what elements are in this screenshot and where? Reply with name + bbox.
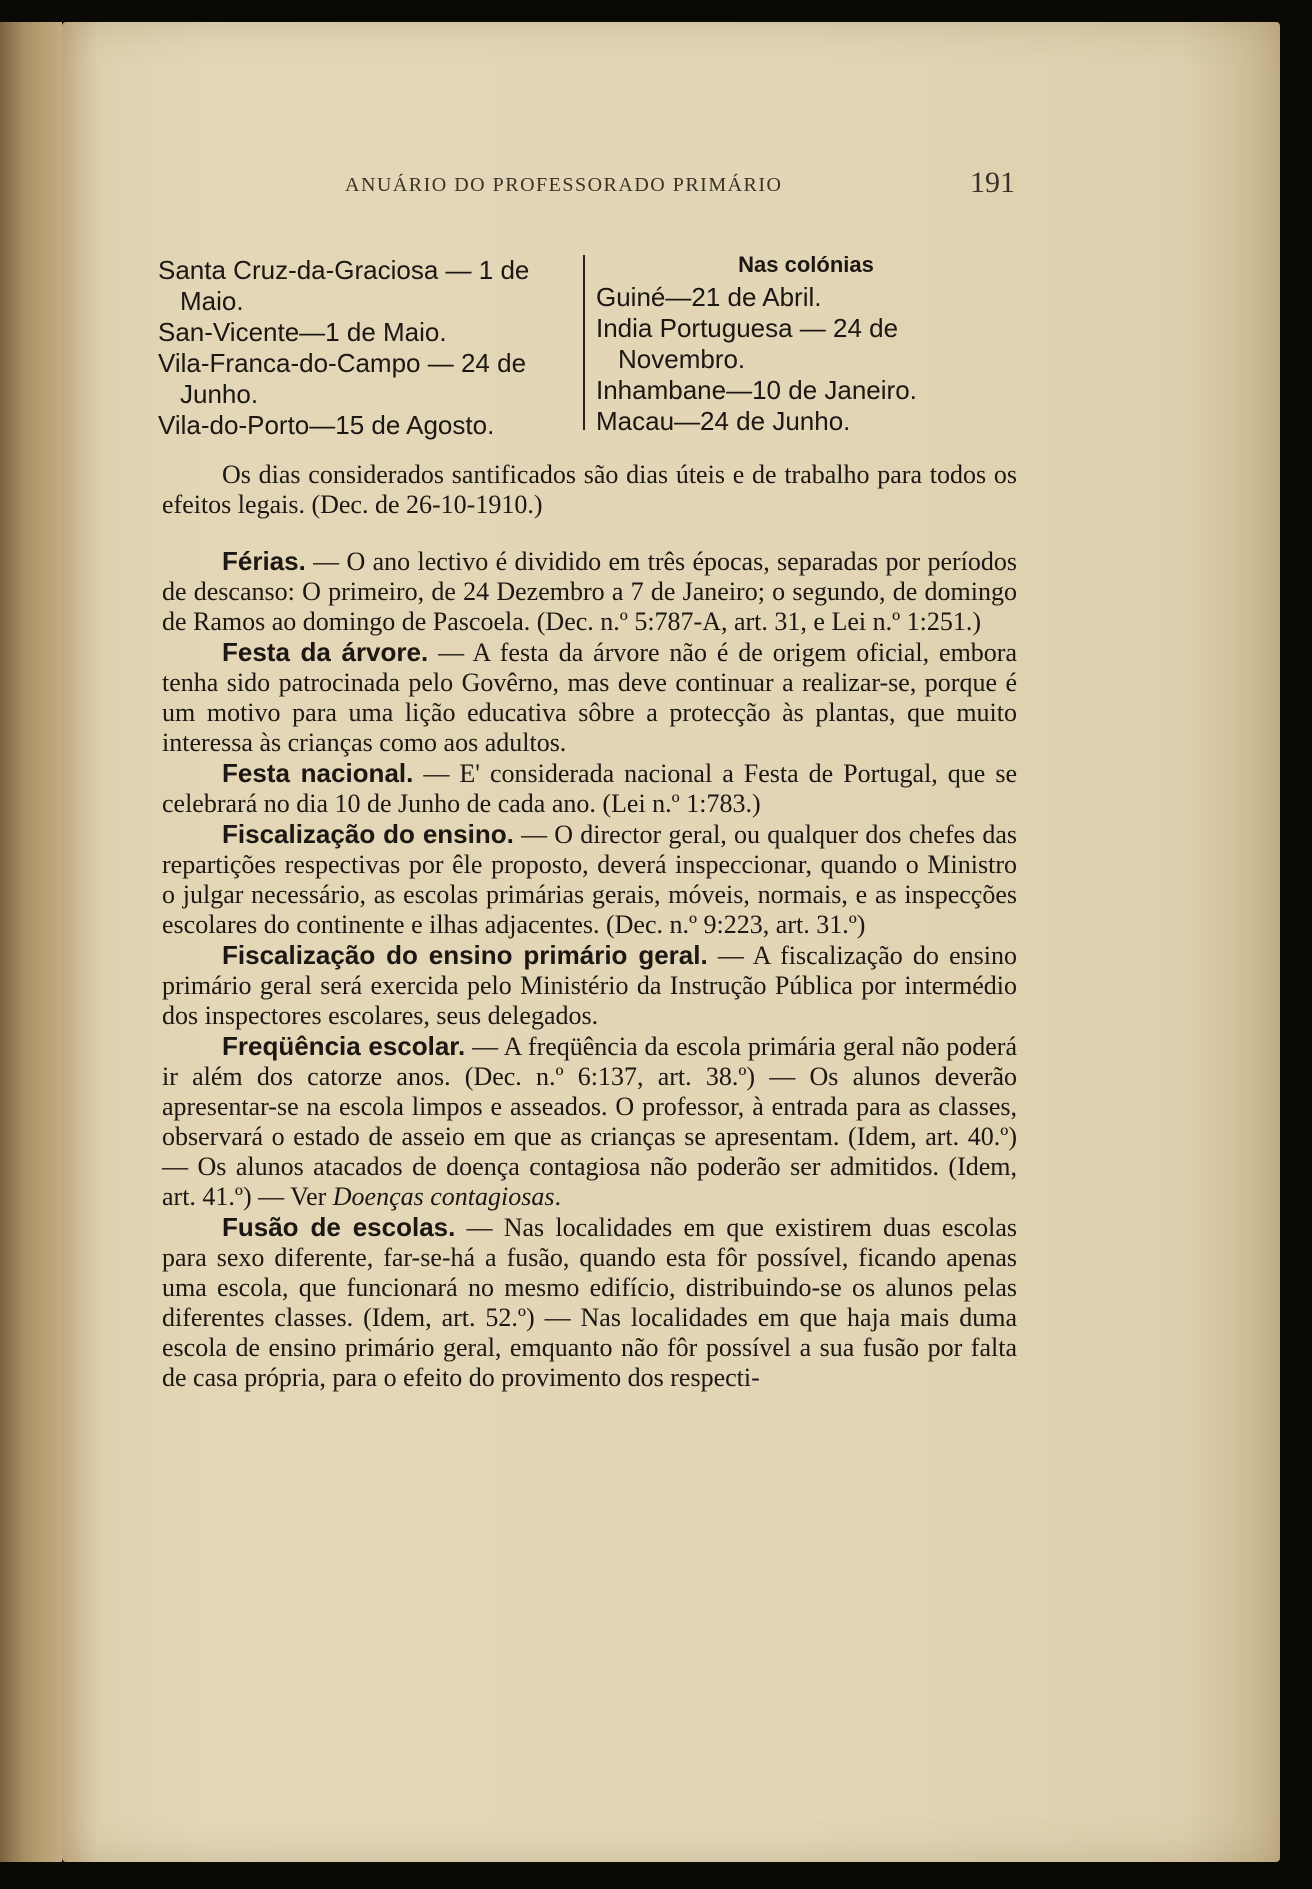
section-heading: Festa da árvore. bbox=[222, 637, 429, 667]
left-column bbox=[158, 255, 578, 441]
section-festa-arvore bbox=[162, 637, 1017, 758]
intro-paragraph: Os dias considerados santificados são dias úteis e de trabalho para todos os efeitos legais. (Dec. de 26-10-1910.) bbox=[162, 460, 1017, 519]
section-text: — Nas localidades em que existirem duas escolas para sexo diferente, far-se-há a fusão, quando esta fôr possível, ficando apenas uma escola, que funcionará no mesmo edifício, distribuindo-se os alunos pelas diferentes classes. (Idem, art. 52.º) — Nas localidades em que haja mais duma escola de ensino primário geral, emquanto não fôr possível a sua fusão por falta de casa própria, para o efeito do provimento dos respecti- bbox=[162, 1213, 1017, 1392]
column-divider bbox=[583, 255, 585, 430]
section-heading: Fusão de escolas. bbox=[222, 1212, 456, 1242]
section-text: — O director geral, ou qualquer dos chefes das repartições respectivas por êle proposto, deverá inspeccionar, quando o Ministro o julgar necessário, as escolas primárias gerais, móveis, normais, e as inspecções escolares do continente e ilhas adjacentes. (Dec. n.º 9:223, art. 31.º) bbox=[162, 820, 1018, 939]
section-text: — A festa da árvore não é de origem oficial, embora tenha sido patrocinada pelo Govêrno, mas deve continuar a realizar-se, porque é um motivo para uma lição educativa sôbre a protecção às plantas, que muito interessa às crianças como aos adultos. bbox=[162, 638, 1017, 757]
body-text bbox=[162, 460, 1017, 1393]
section-tail: . bbox=[554, 1182, 561, 1211]
left-entry: San-Vicente—1 de Maio. bbox=[158, 317, 447, 347]
section-heading: Fiscalização do ensino primário geral. bbox=[222, 940, 708, 970]
section-festa-nacional bbox=[162, 758, 1017, 819]
section-ferias bbox=[162, 546, 1017, 637]
section-text: — O ano lectivo é dividido em três épocas, separadas por períodos de descanso: O primeiro, de 24 Dezembro a 7 de Janeiro; o segundo, de domingo de Ramos ao domingo de Pascoela. (Dec. n.º 5:787-A, art. 31, e Lei n.º 1:251.) bbox=[162, 547, 1017, 636]
right-entry: Macau—24 de Junho. bbox=[596, 406, 851, 436]
page-gutter bbox=[0, 22, 62, 1862]
right-entry: Inhambane—10 de Janeiro. bbox=[596, 375, 917, 405]
section-fiscalizacao-ensino bbox=[162, 819, 1017, 940]
left-entry: Vila-Franca-do-Campo — 24 de Junho. bbox=[158, 348, 527, 409]
running-header bbox=[345, 166, 1015, 200]
right-entry: India Portuguesa — 24 de Novembro. bbox=[596, 313, 899, 374]
section-heading: Festa nacional. bbox=[222, 758, 414, 788]
section-heading: Férias. bbox=[222, 546, 306, 576]
left-entry: Vila-do-Porto—15 de Agosto. bbox=[158, 410, 495, 440]
running-title: ANUÁRIO DO PROFESSORADO PRIMÁRIO bbox=[345, 174, 783, 196]
page-number: 191 bbox=[970, 166, 1015, 199]
left-entry: Santa Cruz-da-Graciosa — 1 de Maio. bbox=[158, 255, 530, 316]
section-text: — E' considerada nacional a Festa de Portugal, que se celebrará no dia 10 de Junho de cada ano. (Lei n.º 1:783.) bbox=[162, 759, 1018, 818]
colonies-heading: Nas colónias bbox=[738, 252, 874, 277]
right-column bbox=[596, 250, 1016, 437]
section-heading: Fiscalização do ensino. bbox=[222, 819, 514, 849]
section-text: — A fiscalização do ensino primário geral será exercida pelo Ministério da Instrução Pública por intermédio dos inspectores escolares, seus delegados. bbox=[162, 941, 1017, 1030]
section-text: — A freqüência da escola primária geral não poderá ir além dos catorze anos. (Dec. n.º 6:137, art. 38.º) — Os alunos deverão apresentar-se na escola limpos e asseados. O professor, à entrada para as classes, observará o estado de asseio em que as crianças se apresentam. (Idem, art. 40.º) — Os alunos atacados de doença contagiosa não poderão ser admitidos. (Idem, art. 41.º) — Ver bbox=[162, 1032, 1017, 1211]
right-entry: Guiné—21 de Abril. bbox=[596, 282, 822, 312]
cross-reference: Doenças contagiosas bbox=[332, 1182, 555, 1211]
section-heading: Freqüência escolar. bbox=[222, 1031, 466, 1061]
section-fusao bbox=[162, 1212, 1017, 1393]
section-fiscalizacao-primario bbox=[162, 940, 1017, 1031]
section-frequencia bbox=[162, 1031, 1017, 1212]
